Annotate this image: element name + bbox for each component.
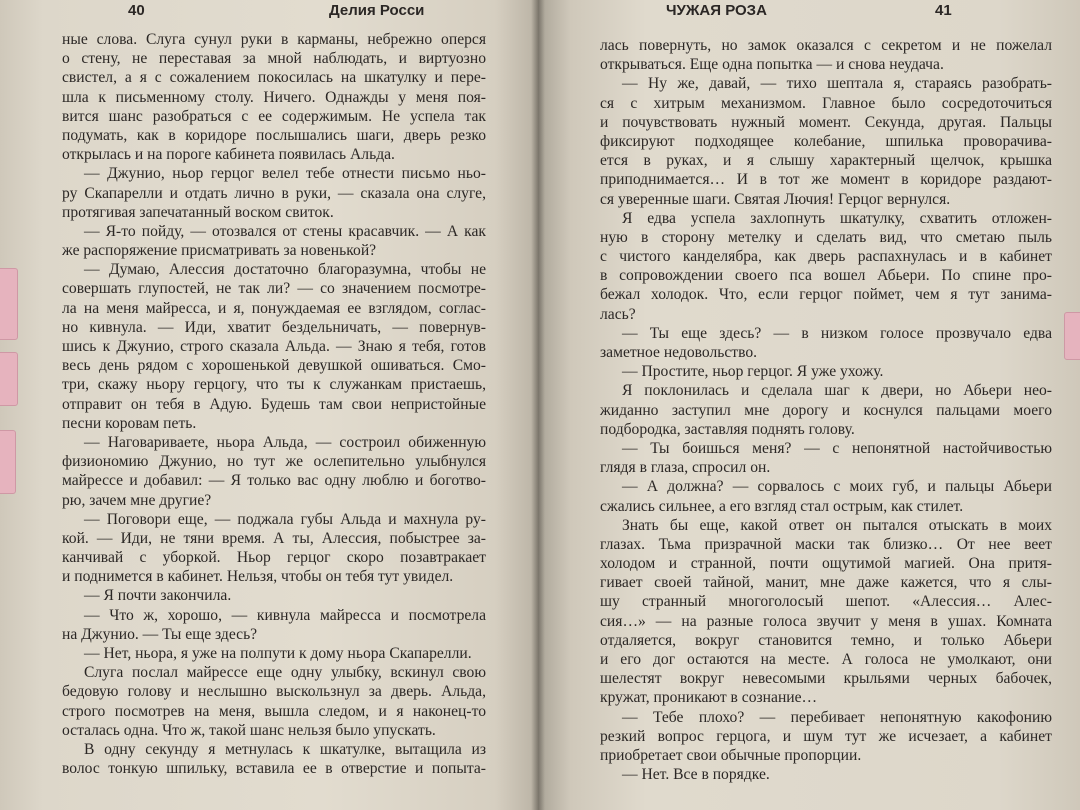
bookmark-tab xyxy=(0,268,18,340)
text-line: открылась и на пороге кабинета появилась Альда. xyxy=(62,146,395,164)
text-line: же распоряжение присматривать за новенькой? xyxy=(62,242,377,260)
text-line: на Джунио. — Ты еще здесь? xyxy=(62,625,258,643)
running-title-book: ЧУЖАЯ РОЗА xyxy=(666,2,767,19)
text-line: песни коровам петь. xyxy=(62,414,197,432)
text-line: приобретает свои обычные пропорции. xyxy=(600,746,862,764)
right-page xyxy=(538,0,1080,810)
text-line: — Ты боишься меня? — с непонятной настойчивостью xyxy=(622,439,1052,457)
text-line: совершать глупостей, не так ли? — со значением посмотре- xyxy=(62,280,486,298)
text-line: шла к письменному столу. Ничего. Однажды у меня поя- xyxy=(62,88,486,106)
text-line: фиксируют подходящее колебание, шпилька проворачива- xyxy=(600,132,1052,150)
book-gutter xyxy=(531,0,545,810)
text-line: осталась одна. Что ж, такой шанс нельзя было упускать. xyxy=(62,721,436,739)
text-line: — А должна? — сорвалось с моих губ, и пальцы Абьери xyxy=(622,478,1052,496)
text-line: майрессе и добавил: — Я только вас одну люблю и боготво- xyxy=(62,472,486,490)
text-line: — Простите, ньор герцог. Я уже ухожу. xyxy=(622,363,884,381)
text-line: и почувствовать нужный момент. Секунда, другая. Пальцы xyxy=(600,113,1052,131)
text-line: ся уверенные шаги. Святая Лючия! Герцог вернулся. xyxy=(600,190,951,208)
text-line: шелестят вокруг невесомыми крыльями черных бабочек, xyxy=(600,670,1052,688)
text-line: — Нет, ньора, я уже на полпути к дому ньора Скапарелли. xyxy=(84,645,472,662)
text-line: В одну секунду я метнулась к шкатулке, вытащила из xyxy=(84,740,486,758)
text-line: холодом и странной, почти ощутимой магией. Она притя- xyxy=(600,555,1052,573)
text-line: ла на меня майресса, и я, понуждаемая ее взглядом, соглас- xyxy=(62,299,486,317)
text-line: — Я почти закончила. xyxy=(84,587,232,605)
text-line: вится шанс разобраться с ее содержимым. Не успела так xyxy=(62,107,486,125)
text-line: лась повернуть, но замок оказался с секретом и не пожелал xyxy=(600,37,1052,54)
text-line: физиономию Джунио, но тут же ослепительно улыбнулся xyxy=(62,453,486,471)
text-line: гивает своей тайной, манит, мне даже кажется, что я слы- xyxy=(600,574,1052,592)
left-page-header xyxy=(0,0,538,22)
text-line: — Я-то пойду, — отозвался от стены красавчик. — А как xyxy=(84,222,486,240)
text-line: глазах. Тьма призрачной маски так близко… От нее веет xyxy=(600,535,1052,553)
text-line: ные слова. Слуга сунул руки в карманы, небрежно оперся xyxy=(62,31,486,48)
text-line: ру Скапарелли и отдать лично в руки, — сказала она слуге, xyxy=(62,184,486,202)
text-line: канчивай с уборкой. Ньор герцог скоро позавтракает xyxy=(62,549,486,567)
text-line: Я поклонилась и сделала шаг к двери, но Абьери нео- xyxy=(622,382,1052,400)
text-line: — Ты еще здесь? — в низком голосе прозвучало едва xyxy=(622,324,1052,342)
text-line: шись к Джунио, строго сказала Альда. — Знаю я тебя, готов xyxy=(62,338,486,355)
text-line: — Тебе плохо? — перебивает непонятную какофонию xyxy=(622,708,1052,726)
text-line: заметное недовольство. xyxy=(600,344,758,361)
left-page-text xyxy=(62,30,486,778)
text-line: строго посмотрев на меня, вышла следом, и я наконец-то xyxy=(62,702,486,720)
text-line: резкий вопрос герцога, и шум тут же исчезает, а кабинет xyxy=(600,727,1052,745)
text-line: ется в руках, и я слышу характерный щелчок, крышка xyxy=(600,152,1052,170)
text-line: Я едва успела захлопнуть шкатулку, схватить отложен- xyxy=(622,209,1052,227)
page-number-left: 40 xyxy=(128,2,145,19)
text-line: с чистого канделябра, как дверь распахнулась и в кабинет xyxy=(600,248,1052,266)
text-line: — Наговариваете, ньора Альда, — состроил обиженную xyxy=(84,433,486,451)
text-line: ную в сторону метелку и сделать вид, что сметаю пыль xyxy=(600,228,1052,246)
bookmark-tab xyxy=(0,430,16,494)
text-line: рю, зачем мне другие? xyxy=(62,491,212,509)
text-line: бежал холодок. Что, если герцог поймет, чем я тут занима- xyxy=(600,286,1052,304)
text-line: бедовую голову и неслышно выскользнул за дверь. Альда, xyxy=(62,683,486,701)
text-line: сия…» — на разные голоса звучит у меня в ушах. Комната xyxy=(600,612,1052,630)
text-line: Знать бы еще, какой ответ он пытался отыскать в моих xyxy=(622,516,1052,534)
text-line: — Ну же, давай, — тихо шептала я, стараясь разобрать- xyxy=(622,75,1052,93)
text-line: протягивая запечатанный воском свиток. xyxy=(62,203,334,221)
text-line: глядя в глаза, спросил он. xyxy=(600,459,771,477)
text-line: шу странный многоголосый шепот. «Алессия… Алес- xyxy=(600,593,1052,611)
text-line: отдаляется, вокруг становится темно, и только Абьери xyxy=(600,631,1052,649)
text-line: открываться. Еще одна попытка — и снова неудача. xyxy=(600,56,944,74)
running-title-author: Делия Росси xyxy=(329,2,425,19)
text-line: — Что ж, хорошо, — кивнула майресса и посмотрела xyxy=(84,606,486,624)
text-line: кой. — Иди, не тяни время. А ты, Алессия, побыстрее за- xyxy=(62,529,486,547)
text-line: подумать, как в коридоре послышались шаги, дверь резко xyxy=(62,126,486,144)
text-line: и поднимется в кабинет. Нельзя, чтобы он тебя тут увидел. xyxy=(62,568,454,586)
text-line: и его дог остаются на месте. А голоса не умолкают, они xyxy=(600,651,1052,668)
text-line: — Джунио, ньор герцог велел тебе отнести письмо ньо- xyxy=(84,165,486,183)
text-line: но кивнула. — Иди, хватит бездельничать, — повернув- xyxy=(62,318,486,336)
text-line: весь день рядом с хорошенькой девушкой ошиваться. Смо- xyxy=(62,357,486,375)
text-line: — Нет. Все в порядке. xyxy=(622,766,770,784)
text-line: — Думаю, Алессия достаточно благоразумна, чтобы не xyxy=(84,261,486,279)
right-page-header xyxy=(538,0,1080,22)
text-line: три, скажу ньору герцогу, что ты к служанкам пристаешь, xyxy=(62,376,486,394)
left-page xyxy=(0,0,538,810)
text-line: в сопровождении своего пса вошел Абьери. По спине про- xyxy=(600,267,1052,285)
text-line: подбородка, заставляя поднять голову. xyxy=(600,420,855,438)
text-line: отправит он тебя в Адую. Будешь там свои непристойные xyxy=(62,395,486,413)
text-line: о стену, не переставая за мной наблюдать, и виртуозно xyxy=(62,50,486,68)
text-line: сжались сильнее, а его взгляд стал острым, как стилет. xyxy=(600,497,964,515)
text-line: волос тонкую шпильку, вставила ее в отверстие и попыта- xyxy=(62,760,486,778)
page-number-right: 41 xyxy=(935,2,952,19)
bookmark-tab xyxy=(1064,312,1080,360)
right-page-text xyxy=(600,36,1052,784)
bookmark-tab xyxy=(0,352,18,406)
text-line: кружат, проникают в сознание… xyxy=(600,689,818,707)
text-line: жиданно заступил мне дорогу и коснулся пальцами моего xyxy=(600,401,1052,419)
text-line: Слуга послал майрессе еще одну улыбку, вскинул свою xyxy=(84,664,486,682)
text-line: лась? xyxy=(600,305,636,323)
text-line: приподнимается… И в тот же момент в коридоре раздают- xyxy=(600,171,1052,189)
text-line: — Поговори еще, — поджала губы Альда и махнула ру- xyxy=(84,510,486,528)
text-line: свистел, а я с сожалением покосилась на шкатулку и пере- xyxy=(62,69,486,87)
text-line: ся с хитрым механизмом. Главное было сосредоточиться xyxy=(600,94,1052,112)
